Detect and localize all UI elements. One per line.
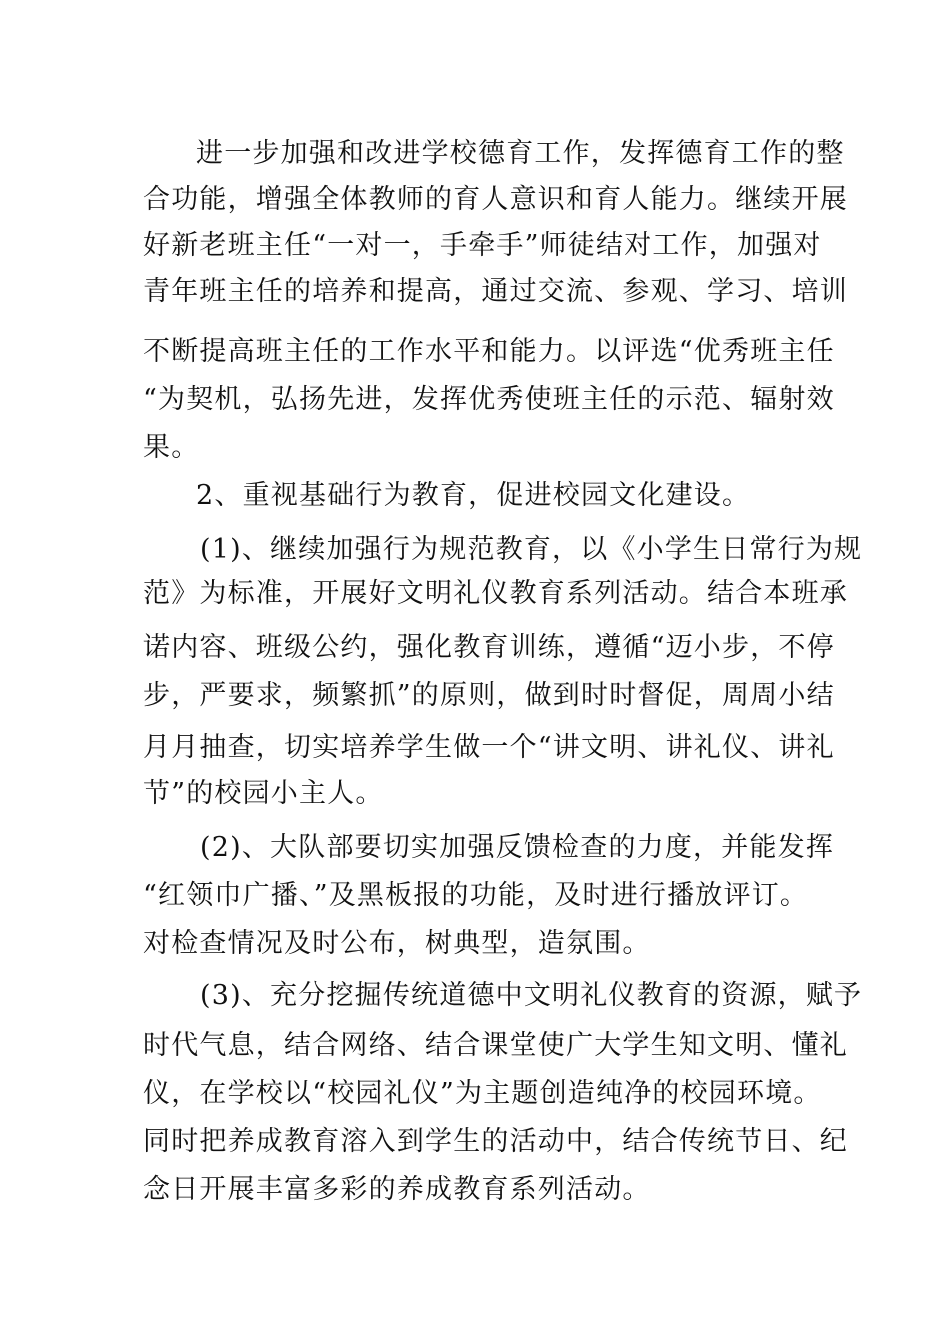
paragraph-1-line-1: 进一步加强和改进学校德育工作，发挥德育工作的整	[196, 138, 845, 169]
paragraph-3-line-1: (1)、继续加强行为规范教育，以《小学生日常行为规	[200, 534, 863, 565]
paragraph-5-line-4: 同时把养成教育溶入到学生的活动中，结合传统节日、纪	[143, 1126, 848, 1157]
paragraph-3-line-4: 步，严要求，频繁抓”的原则，做到时时督促，周周小结	[143, 680, 835, 711]
paragraph-1-line-7: 果。	[143, 432, 200, 463]
paragraph-4-line-3: 对检查情况及时公布，树典型，造氛围。	[143, 928, 651, 959]
paragraph-3-line-5: 月月抽查，切实培养学生做一个“讲文明、讲礼仪、讲礼	[143, 732, 835, 763]
paragraph-5-line-5: 念日开展丰富多彩的养成教育系列活动。	[143, 1174, 651, 1205]
paragraph-3-line-2: 范》为标准，开展好文明礼仪教育系列活动。结合本班承	[143, 578, 848, 609]
paragraph-3-line-3: 诺内容、班级公约，强化教育训练，遵循“迈小步，不停	[143, 632, 835, 663]
paragraph-1-line-2: 合功能，增强全体教师的育人意识和育人能力。继续开展	[143, 184, 848, 215]
paragraph-4-line-2: “红领巾广播、”及黑板报的功能，及时进行播放评订。	[143, 880, 809, 911]
paragraph-5-line-3: 仪，在学校以“校园礼仪”为主题创造纯净的校园环境。	[143, 1078, 822, 1109]
paragraph-5-line-1: (3)、充分挖掘传统道德中文明礼仪教育的资源，赋予	[200, 980, 863, 1011]
paragraph-1-line-3: 好新老班主任“一对一，手牵手”师徒结对工作，加强对	[143, 230, 822, 261]
paragraph-1-line-5: 不断提高班主任的工作水平和能力。以评选“优秀班主任	[143, 336, 835, 367]
paragraph-1-line-4: 青年班主任的培养和提高，通过交流、参观、学习、培训	[143, 276, 848, 307]
paragraph-2-line-1: 2、重视基础行为教育，促进校园文化建设。	[196, 480, 751, 511]
paragraph-4-line-1: (2)、大队部要切实加强反馈检查的力度，并能发挥	[200, 832, 835, 863]
paragraph-3-line-6: 节”的校园小主人。	[143, 778, 384, 809]
paragraph-5-line-2: 时代气息，结合网络、结合课堂使广大学生知文明、懂礼	[143, 1030, 848, 1061]
paragraph-1-line-6: “为契机，弘扬先进，发挥优秀使班主任的示范、辐射效	[143, 384, 835, 415]
